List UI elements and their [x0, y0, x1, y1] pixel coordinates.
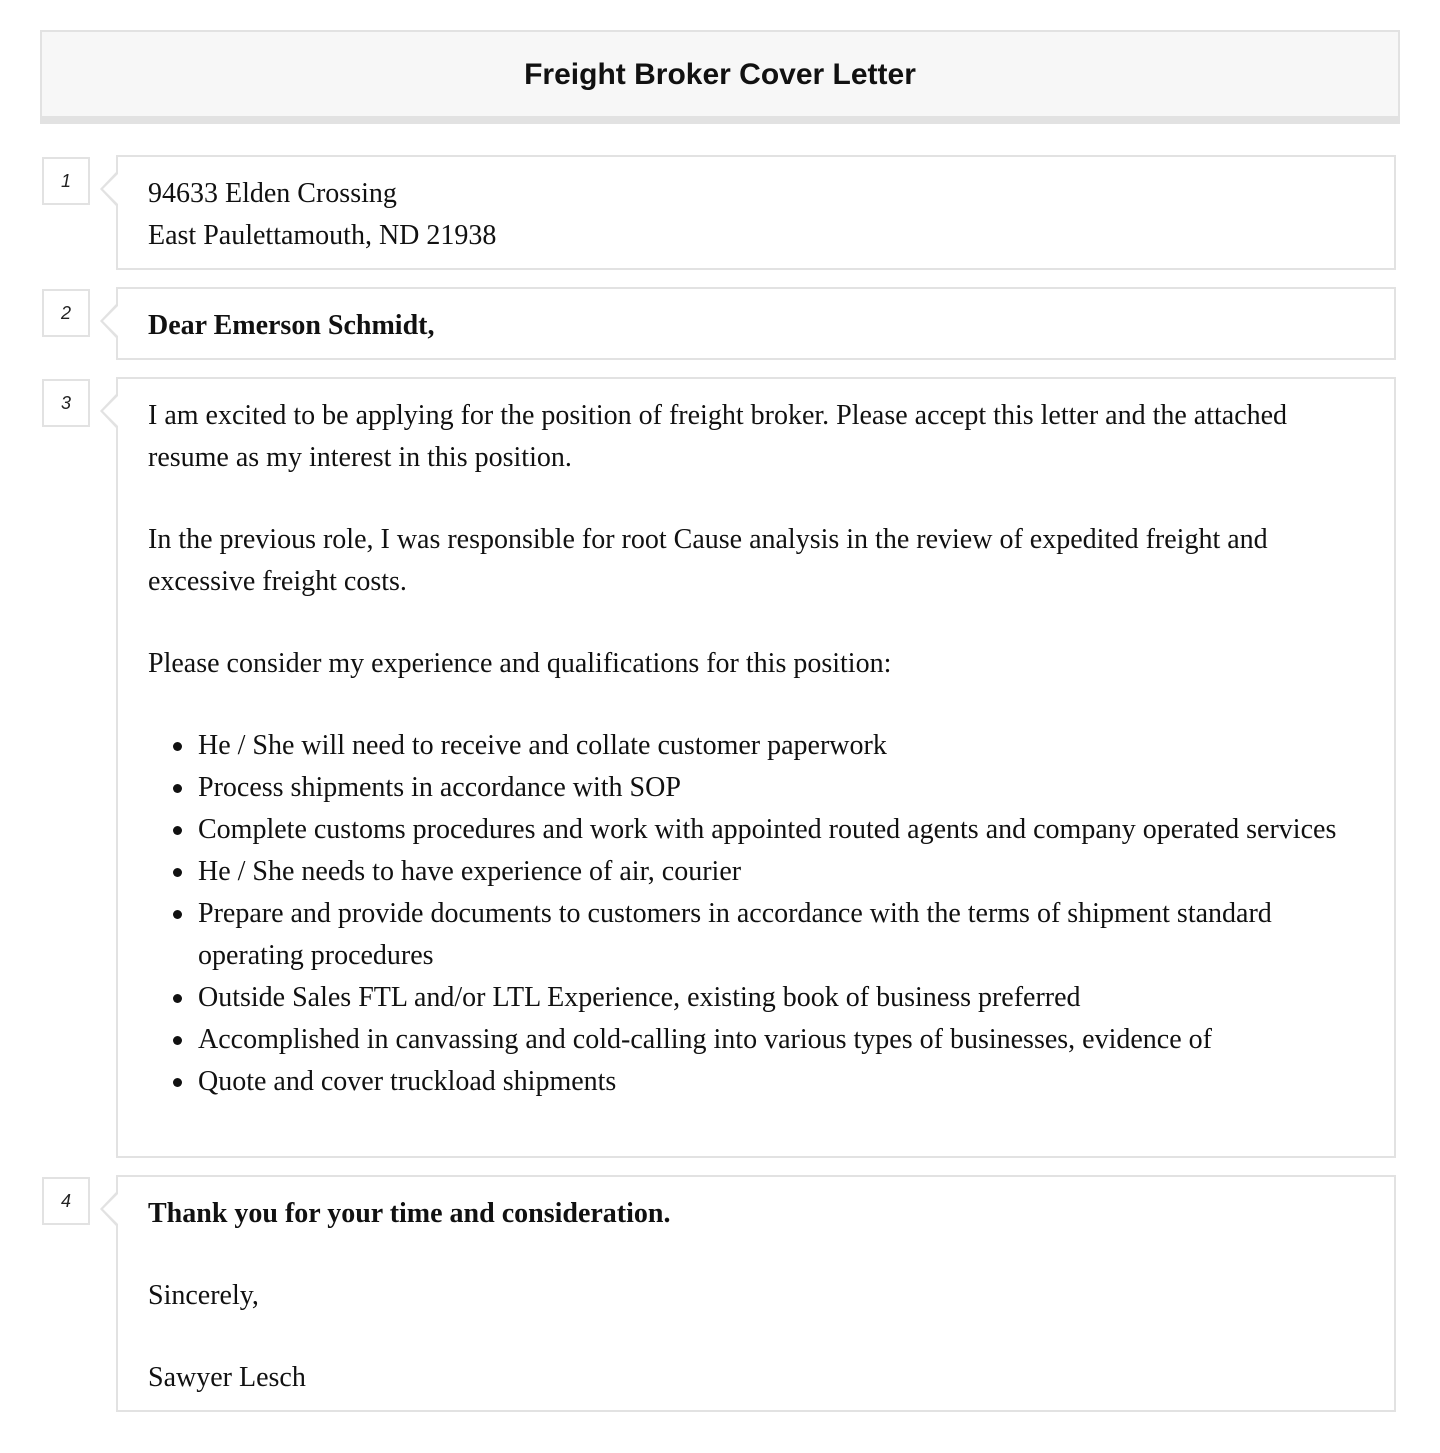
salutation-section [116, 287, 1396, 360]
list-item: He / She will need to receive and collate customer paperwork [198, 725, 1364, 767]
signature-name: Sawyer Lesch [148, 1362, 306, 1393]
qualifications-list [148, 725, 1364, 1103]
body-section [116, 377, 1396, 1158]
page-title: Freight Broker Cover Letter [524, 57, 916, 91]
section-number-2: 2 [42, 289, 90, 337]
previous-role-paragraph: In the previous role, I was responsible for root Cause analysis in the review of expedited freight and excessive freight costs. [148, 524, 1268, 597]
section-number-1: 1 [42, 157, 90, 205]
thanks-line: Thank you for your time and consideration. [148, 1198, 671, 1229]
letter-header [40, 30, 1400, 124]
list-item: He / She needs to have experience of air, courier [198, 851, 1364, 893]
intro-paragraph: I am excited to be applying for the position of freight broker. Please accept this letter and the attached resume as my interest in this position. [148, 400, 1288, 473]
list-item: Prepare and provide documents to customers in accordance with the terms of shipment standard operating procedures [198, 893, 1364, 977]
salutation: Dear Emerson Schmidt, [148, 310, 435, 341]
qualifications-intro: Please consider my experience and qualifications for this position: [148, 648, 892, 679]
section-number-3: 3 [42, 379, 90, 427]
section-number-4: 4 [42, 1177, 90, 1225]
closing-section [116, 1175, 1396, 1412]
closing-line: Sincerely, [148, 1280, 259, 1311]
list-item: Complete customs procedures and work with appointed routed agents and company operated services [198, 809, 1364, 851]
list-item: Quote and cover truckload shipments [198, 1061, 1364, 1103]
address-line-1: 94633 Elden Crossing [148, 178, 397, 209]
list-item: Outside Sales FTL and/or LTL Experience, existing book of business preferred [198, 977, 1364, 1019]
address-section [116, 155, 1396, 270]
list-item: Accomplished in canvassing and cold-calling into various types of businesses, evidence of [198, 1019, 1364, 1061]
list-item: Process shipments in accordance with SOP [198, 767, 1364, 809]
address-line-2: East Paulettamouth, ND 21938 [148, 220, 497, 251]
